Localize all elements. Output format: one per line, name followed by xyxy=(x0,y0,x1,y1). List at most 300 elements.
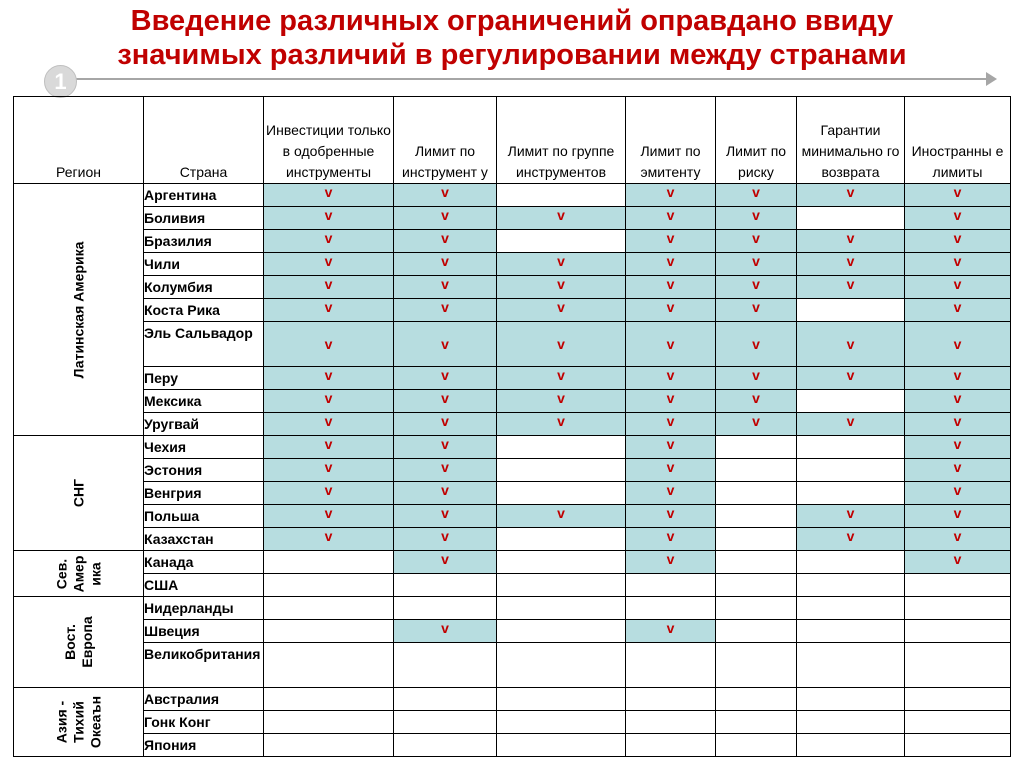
check-cell xyxy=(497,322,626,367)
table-row xyxy=(14,734,1011,757)
check-cell xyxy=(905,436,1011,459)
check-mark-icon: v xyxy=(953,413,962,429)
table-row xyxy=(14,230,1011,253)
check-mark-icon: v xyxy=(666,207,675,223)
country-cell: Гонк Конг xyxy=(144,711,264,734)
check-cell xyxy=(626,390,716,413)
region-label: Вост. Европа xyxy=(61,616,95,668)
check-mark-icon: v xyxy=(557,253,565,269)
header-issuer-limit: Лимит по эмитенту xyxy=(626,97,716,184)
region-label: СНГ xyxy=(70,478,86,508)
country-cell: Эль Сальвадор xyxy=(144,322,264,367)
header-foreign-limits: Иностранны е лимиты xyxy=(905,97,1011,184)
check-mark-icon: v xyxy=(441,367,449,383)
check-mark-icon: v xyxy=(953,207,962,223)
check-mark-icon: v xyxy=(953,230,962,246)
table-row xyxy=(14,299,1011,322)
check-cell xyxy=(264,390,394,413)
country-cell: Великобритания xyxy=(144,643,264,688)
empty-cell xyxy=(626,688,716,711)
empty-cell xyxy=(394,711,497,734)
check-mark-icon: v xyxy=(953,299,962,315)
empty-cell xyxy=(716,734,797,757)
check-cell xyxy=(394,482,497,505)
title-divider xyxy=(50,78,992,80)
check-cell xyxy=(394,505,497,528)
table-body xyxy=(14,184,1011,757)
check-cell xyxy=(905,459,1011,482)
check-mark-icon: v xyxy=(752,413,760,429)
title-line-1: Введение различных ограничений оправдано ввиду xyxy=(130,5,894,37)
check-mark-icon: v xyxy=(666,253,675,269)
check-cell xyxy=(264,482,394,505)
divider-arrow-icon xyxy=(986,72,997,86)
check-mark-icon: v xyxy=(752,367,760,383)
check-mark-icon: v xyxy=(953,528,962,544)
check-cell xyxy=(905,253,1011,276)
check-mark-icon: v xyxy=(752,390,760,406)
check-cell xyxy=(626,482,716,505)
check-mark-icon: v xyxy=(324,184,333,200)
check-mark-icon: v xyxy=(666,505,675,521)
empty-cell xyxy=(797,688,905,711)
region-label: Сев. Амер ика xyxy=(53,555,103,592)
empty-cell xyxy=(797,734,905,757)
check-mark-icon: v xyxy=(953,336,962,352)
check-cell xyxy=(905,230,1011,253)
empty-cell xyxy=(497,482,626,505)
regulation-table xyxy=(13,96,1011,757)
table-row xyxy=(14,207,1011,230)
check-mark-icon: v xyxy=(846,276,855,292)
empty-cell xyxy=(797,643,905,688)
empty-cell xyxy=(716,459,797,482)
header-group-limit: Лимит по группе инструментов xyxy=(497,97,626,184)
country-cell: Колумбия xyxy=(144,276,264,299)
check-mark-icon: v xyxy=(557,367,565,383)
empty-cell xyxy=(394,597,497,620)
check-cell xyxy=(797,505,905,528)
check-cell xyxy=(264,528,394,551)
check-cell xyxy=(394,436,497,459)
check-cell xyxy=(905,482,1011,505)
check-mark-icon: v xyxy=(953,253,962,269)
empty-cell xyxy=(394,574,497,597)
check-mark-icon: v xyxy=(953,367,962,383)
empty-cell xyxy=(716,436,797,459)
check-mark-icon: v xyxy=(846,528,855,544)
check-mark-icon: v xyxy=(324,413,333,429)
check-cell xyxy=(626,322,716,367)
empty-cell xyxy=(497,574,626,597)
empty-cell xyxy=(497,688,626,711)
check-mark-icon: v xyxy=(666,528,675,544)
table-row xyxy=(14,276,1011,299)
check-cell xyxy=(394,230,497,253)
country-cell: Нидерланды xyxy=(144,597,264,620)
check-cell xyxy=(797,528,905,551)
empty-cell xyxy=(497,184,626,207)
empty-cell xyxy=(497,528,626,551)
empty-cell xyxy=(905,688,1011,711)
check-cell xyxy=(716,230,797,253)
empty-cell xyxy=(905,734,1011,757)
check-mark-icon: v xyxy=(441,459,449,475)
empty-cell xyxy=(716,551,797,574)
check-mark-icon: v xyxy=(846,230,855,246)
check-cell xyxy=(905,276,1011,299)
region-cell xyxy=(14,597,144,688)
empty-cell xyxy=(264,597,394,620)
check-cell xyxy=(264,459,394,482)
check-mark-icon: v xyxy=(752,276,760,292)
check-cell xyxy=(716,207,797,230)
empty-cell xyxy=(797,482,905,505)
check-cell xyxy=(797,367,905,390)
country-cell: Канада xyxy=(144,551,264,574)
check-cell xyxy=(626,436,716,459)
empty-cell xyxy=(797,207,905,230)
empty-cell xyxy=(716,597,797,620)
table-row xyxy=(14,711,1011,734)
check-mark-icon: v xyxy=(953,482,962,498)
header-min-return-guarantee: Гарантии минимально го возврата xyxy=(797,97,905,184)
empty-cell xyxy=(626,574,716,597)
check-cell xyxy=(394,207,497,230)
header-approved-instruments: Инвестиции только в одобренные инструменты xyxy=(264,97,394,184)
country-cell: Чили xyxy=(144,253,264,276)
empty-cell xyxy=(394,734,497,757)
check-cell xyxy=(905,528,1011,551)
check-cell xyxy=(394,620,497,643)
empty-cell xyxy=(394,643,497,688)
empty-cell xyxy=(626,734,716,757)
check-cell xyxy=(905,184,1011,207)
check-mark-icon: v xyxy=(324,299,333,315)
check-mark-icon: v xyxy=(441,436,449,452)
check-cell xyxy=(797,276,905,299)
check-mark-icon: v xyxy=(441,230,449,246)
check-cell xyxy=(626,299,716,322)
check-cell xyxy=(626,551,716,574)
check-cell xyxy=(497,390,626,413)
table-row xyxy=(14,390,1011,413)
country-cell: Швеция xyxy=(144,620,264,643)
region-label: Азия - Тихий Океаън xyxy=(53,695,103,749)
check-cell xyxy=(394,551,497,574)
table-row xyxy=(14,688,1011,711)
table-header-row xyxy=(14,97,1011,184)
region-cell xyxy=(14,688,144,757)
table-row xyxy=(14,184,1011,207)
check-mark-icon: v xyxy=(666,230,675,246)
empty-cell xyxy=(716,643,797,688)
check-cell xyxy=(905,505,1011,528)
check-mark-icon: v xyxy=(953,390,962,406)
empty-cell xyxy=(626,597,716,620)
check-mark-icon: v xyxy=(557,413,565,429)
empty-cell xyxy=(905,620,1011,643)
check-cell xyxy=(497,367,626,390)
country-cell: Япония xyxy=(144,734,264,757)
check-cell xyxy=(497,253,626,276)
check-cell xyxy=(626,276,716,299)
check-mark-icon: v xyxy=(953,505,962,521)
region-cell xyxy=(14,551,144,597)
check-mark-icon: v xyxy=(324,459,333,475)
empty-cell xyxy=(905,643,1011,688)
empty-cell xyxy=(264,620,394,643)
empty-cell xyxy=(264,643,394,688)
check-mark-icon: v xyxy=(752,253,760,269)
empty-cell xyxy=(797,436,905,459)
check-mark-icon: v xyxy=(557,390,565,406)
check-cell xyxy=(716,184,797,207)
empty-cell xyxy=(797,711,905,734)
check-mark-icon: v xyxy=(441,336,449,352)
check-cell xyxy=(394,413,497,436)
check-cell xyxy=(905,413,1011,436)
check-cell xyxy=(264,299,394,322)
country-cell: Боливия xyxy=(144,207,264,230)
slide-number-badge: 1 xyxy=(44,65,77,98)
check-mark-icon: v xyxy=(324,505,333,521)
check-cell xyxy=(497,413,626,436)
check-mark-icon: v xyxy=(441,390,449,406)
check-mark-icon: v xyxy=(666,551,675,567)
country-cell: Мексика xyxy=(144,390,264,413)
check-mark-icon: v xyxy=(953,551,962,567)
header-country: Страна xyxy=(144,97,264,184)
empty-cell xyxy=(716,528,797,551)
check-mark-icon: v xyxy=(324,436,333,452)
empty-cell xyxy=(497,734,626,757)
check-mark-icon: v xyxy=(752,336,760,352)
check-mark-icon: v xyxy=(666,436,675,452)
empty-cell xyxy=(264,551,394,574)
check-mark-icon: v xyxy=(666,620,675,636)
region-cell xyxy=(14,184,144,436)
check-cell xyxy=(497,276,626,299)
empty-cell xyxy=(716,620,797,643)
check-mark-icon: v xyxy=(752,299,760,315)
check-cell xyxy=(264,207,394,230)
check-mark-icon: v xyxy=(324,276,333,292)
check-mark-icon: v xyxy=(557,276,565,292)
check-mark-icon: v xyxy=(557,207,565,223)
check-mark-icon: v xyxy=(324,367,333,383)
check-mark-icon: v xyxy=(324,390,333,406)
check-mark-icon: v xyxy=(324,207,333,223)
empty-cell xyxy=(497,436,626,459)
table-row xyxy=(14,413,1011,436)
check-mark-icon: v xyxy=(846,184,855,200)
check-mark-icon: v xyxy=(441,528,449,544)
check-cell xyxy=(394,528,497,551)
check-mark-icon: v xyxy=(666,276,675,292)
empty-cell xyxy=(497,643,626,688)
check-mark-icon: v xyxy=(666,482,675,498)
check-cell xyxy=(394,390,497,413)
check-cell xyxy=(264,505,394,528)
empty-cell xyxy=(716,505,797,528)
check-cell xyxy=(497,207,626,230)
country-cell: Чехия xyxy=(144,436,264,459)
empty-cell xyxy=(797,597,905,620)
check-cell xyxy=(797,322,905,367)
check-mark-icon: v xyxy=(752,184,760,200)
empty-cell xyxy=(716,482,797,505)
check-mark-icon: v xyxy=(666,299,675,315)
check-cell xyxy=(626,184,716,207)
check-cell xyxy=(905,299,1011,322)
check-mark-icon: v xyxy=(324,482,333,498)
empty-cell xyxy=(497,620,626,643)
table-row xyxy=(14,367,1011,390)
check-mark-icon: v xyxy=(557,336,565,352)
check-mark-icon: v xyxy=(666,390,675,406)
check-cell xyxy=(626,459,716,482)
empty-cell xyxy=(797,620,905,643)
empty-cell xyxy=(264,574,394,597)
check-cell xyxy=(626,230,716,253)
empty-cell xyxy=(905,597,1011,620)
check-cell xyxy=(626,528,716,551)
check-cell xyxy=(797,230,905,253)
empty-cell xyxy=(264,688,394,711)
check-cell xyxy=(716,276,797,299)
check-mark-icon: v xyxy=(441,620,449,636)
empty-cell xyxy=(626,643,716,688)
empty-cell xyxy=(497,230,626,253)
check-mark-icon: v xyxy=(324,230,333,246)
check-cell xyxy=(797,413,905,436)
table-row xyxy=(14,482,1011,505)
check-mark-icon: v xyxy=(441,551,449,567)
country-cell: Австралия xyxy=(144,688,264,711)
check-cell xyxy=(716,390,797,413)
check-cell xyxy=(394,367,497,390)
check-mark-icon: v xyxy=(953,184,962,200)
table-row xyxy=(14,436,1011,459)
table-row xyxy=(14,459,1011,482)
table-row xyxy=(14,643,1011,688)
check-mark-icon: v xyxy=(666,413,675,429)
empty-cell xyxy=(797,299,905,322)
check-mark-icon: v xyxy=(324,253,333,269)
country-cell: Уругвай xyxy=(144,413,264,436)
check-mark-icon: v xyxy=(441,207,449,223)
region-cell xyxy=(14,436,144,551)
table-row xyxy=(14,551,1011,574)
header-instrument-limit: Лимит по инструмент у xyxy=(394,97,497,184)
empty-cell xyxy=(264,711,394,734)
check-cell xyxy=(905,367,1011,390)
check-cell xyxy=(497,299,626,322)
check-cell xyxy=(264,230,394,253)
check-cell xyxy=(264,276,394,299)
region-label: Латинская Америка xyxy=(70,241,86,378)
check-mark-icon: v xyxy=(846,505,855,521)
check-cell xyxy=(394,459,497,482)
check-mark-icon: v xyxy=(846,253,855,269)
check-cell xyxy=(497,505,626,528)
check-mark-icon: v xyxy=(441,299,449,315)
country-cell: Аргентина xyxy=(144,184,264,207)
check-cell xyxy=(905,390,1011,413)
table-row xyxy=(14,253,1011,276)
empty-cell xyxy=(905,574,1011,597)
check-cell xyxy=(905,322,1011,367)
slide-title xyxy=(0,4,1024,72)
check-mark-icon: v xyxy=(441,482,449,498)
empty-cell xyxy=(797,459,905,482)
check-cell xyxy=(797,184,905,207)
check-mark-icon: v xyxy=(557,299,565,315)
check-mark-icon: v xyxy=(846,413,855,429)
check-cell xyxy=(716,322,797,367)
check-cell xyxy=(716,253,797,276)
check-cell xyxy=(264,436,394,459)
country-cell: Венгрия xyxy=(144,482,264,505)
country-cell: Польша xyxy=(144,505,264,528)
empty-cell xyxy=(716,688,797,711)
check-mark-icon: v xyxy=(846,336,855,352)
check-cell xyxy=(626,505,716,528)
empty-cell xyxy=(497,597,626,620)
check-mark-icon: v xyxy=(666,336,675,352)
check-cell xyxy=(716,299,797,322)
empty-cell xyxy=(497,459,626,482)
country-cell: Казахстан xyxy=(144,528,264,551)
country-cell: Коста Рика xyxy=(144,299,264,322)
check-mark-icon: v xyxy=(666,459,675,475)
country-cell: США xyxy=(144,574,264,597)
country-cell: Эстония xyxy=(144,459,264,482)
empty-cell xyxy=(497,551,626,574)
empty-cell xyxy=(716,711,797,734)
check-mark-icon: v xyxy=(666,184,675,200)
check-cell xyxy=(264,413,394,436)
table-row xyxy=(14,505,1011,528)
check-cell xyxy=(626,207,716,230)
country-cell: Бразилия xyxy=(144,230,264,253)
check-mark-icon: v xyxy=(666,367,675,383)
check-cell xyxy=(626,367,716,390)
check-mark-icon: v xyxy=(324,528,333,544)
check-cell xyxy=(626,253,716,276)
check-cell xyxy=(626,620,716,643)
empty-cell xyxy=(797,574,905,597)
empty-cell xyxy=(797,551,905,574)
check-cell xyxy=(394,276,497,299)
empty-cell xyxy=(905,711,1011,734)
check-mark-icon: v xyxy=(953,459,962,475)
header-region: Регион xyxy=(14,97,144,184)
check-mark-icon: v xyxy=(441,184,449,200)
check-cell xyxy=(626,413,716,436)
check-cell xyxy=(394,322,497,367)
check-mark-icon: v xyxy=(953,436,962,452)
check-mark-icon: v xyxy=(752,230,760,246)
check-cell xyxy=(716,413,797,436)
check-cell xyxy=(905,551,1011,574)
check-mark-icon: v xyxy=(557,505,565,521)
table-row xyxy=(14,620,1011,643)
check-mark-icon: v xyxy=(324,336,333,352)
check-cell xyxy=(394,299,497,322)
empty-cell xyxy=(264,734,394,757)
